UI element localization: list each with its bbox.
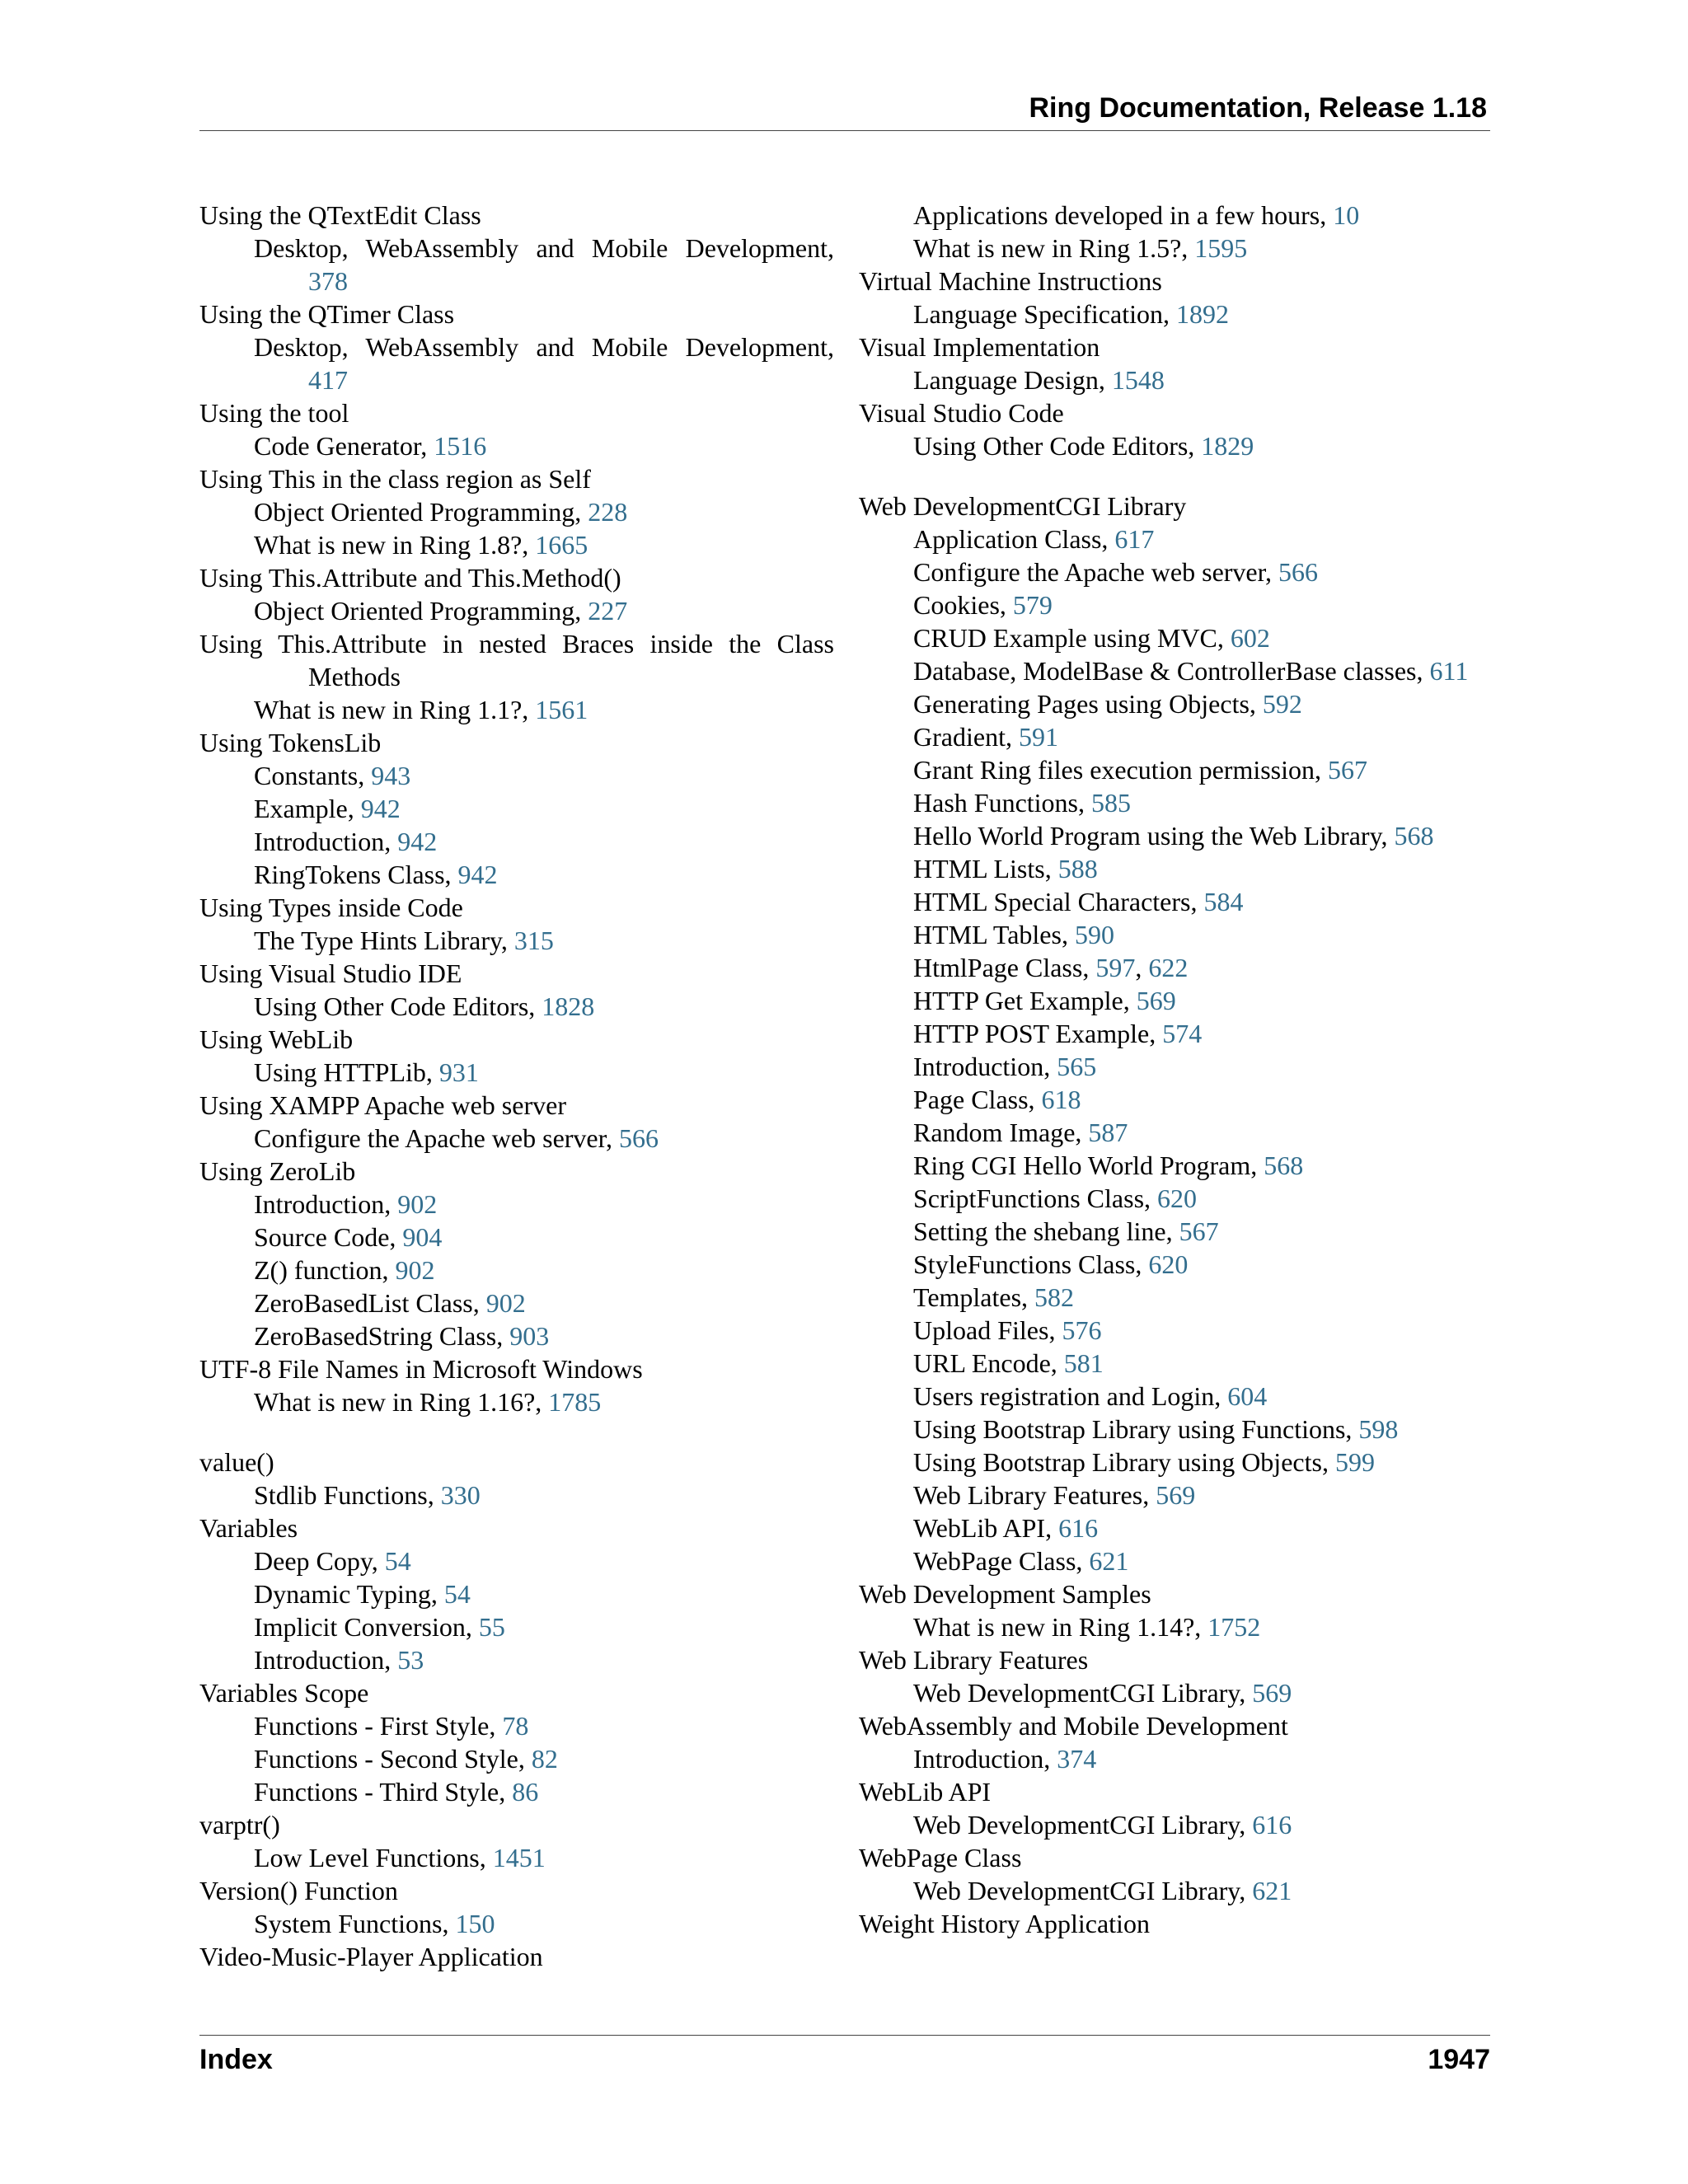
index-term: Web Development Samples <box>859 1579 1151 1609</box>
page-link[interactable]: 228 <box>588 497 628 527</box>
index-subentry <box>859 1380 1502 1413</box>
index-entry <box>199 396 834 462</box>
subentry-text: Application Class, <box>913 524 1115 554</box>
index-subentry <box>859 786 1502 819</box>
running-header-title: Ring Documentation, Release 1.18 <box>1029 92 1487 124</box>
index-subentry <box>859 523 1502 555</box>
index-subentry: Introduction, 942 <box>254 827 438 856</box>
page-link[interactable]: 53 <box>397 1645 424 1675</box>
index-subentry <box>859 1083 1502 1116</box>
index-term: Using WebLib <box>199 1024 354 1054</box>
index-entry <box>859 1775 1502 1841</box>
index-subentry: Introduction, 374 <box>913 1744 1097 1774</box>
index-subentry <box>199 232 834 265</box>
page-link[interactable]: 621 <box>1089 1546 1129 1576</box>
subentry-text: Introduction, <box>913 1052 1057 1081</box>
page-link[interactable]: 55 <box>478 1612 505 1642</box>
page-link[interactable]: 10 <box>1333 200 1360 230</box>
page-link[interactable]: 931 <box>438 1057 479 1087</box>
index-subentry <box>859 1479 1502 1511</box>
page-link[interactable]: 82 <box>531 1744 558 1774</box>
index-entry <box>859 1577 1502 1643</box>
subentry-text: Upload Files, <box>913 1315 1062 1345</box>
index-entry <box>199 1676 834 1808</box>
index-subentry <box>859 1248 1502 1281</box>
index-subentry: What is new in Ring 1.1?, 1561 <box>254 695 588 724</box>
subentry-text: HtmlPage Class, <box>913 953 1096 982</box>
index-subentry: Stdlib Functions, 330 <box>254 1480 481 1510</box>
index-subentry: Dynamic Typing, 54 <box>254 1579 471 1609</box>
index-term: Weight History Application <box>859 1909 1150 1938</box>
subentry-text: WebPage Class, <box>913 1546 1090 1576</box>
subentry-text: Ring CGI Hello World Program, <box>913 1151 1264 1180</box>
index-subentry: Applications developed in a few hours, 10 <box>913 200 1360 230</box>
index-subentry: What is new in Ring 1.8?, 1665 <box>254 530 588 560</box>
index-subentry: The Type Hints Library, 315 <box>254 926 554 955</box>
page-link[interactable]: 618 <box>1041 1085 1081 1114</box>
page-link[interactable]: 587 <box>1088 1118 1128 1147</box>
index-subentry <box>859 621 1502 654</box>
letter-group-gap <box>199 1418 834 1446</box>
index-subentry: Introduction, 902 <box>254 1189 438 1219</box>
index-subentry <box>859 1446 1502 1479</box>
index-term: Using This in the class region as Self <box>199 464 591 494</box>
page-link[interactable]: 54 <box>443 1579 471 1609</box>
index-subentry <box>859 753 1502 786</box>
subentry-text: Configure the Apache web server, <box>913 557 1278 587</box>
index-column-right <box>859 199 1502 1940</box>
page-link[interactable]: 597 <box>1095 953 1136 982</box>
index-subentry <box>859 1314 1502 1347</box>
index-subentry: Introduction, 53 <box>254 1645 424 1675</box>
index-subentry <box>859 1017 1502 1050</box>
page-link[interactable]: 581 <box>1063 1348 1104 1378</box>
subentry-text: Desktop, WebAssembly and Mobile Development, <box>254 332 834 362</box>
index-entry <box>199 1511 834 1676</box>
subentry-text: Users registration and Login, <box>913 1381 1228 1411</box>
page-link[interactable]: 602 <box>1230 623 1270 653</box>
page-link[interactable]: 567 <box>1179 1216 1219 1246</box>
index-term: Using Visual Studio IDE <box>199 958 462 988</box>
page-link[interactable]: 599 <box>1334 1447 1375 1477</box>
index-subentry <box>859 1281 1502 1314</box>
page-link[interactable]: 1561 <box>535 695 588 724</box>
page-link[interactable]: 942 <box>397 827 438 856</box>
subentry-text: StyleFunctions Class, <box>913 1249 1149 1279</box>
index-term: Using Types inside Code <box>199 893 463 922</box>
index-entry <box>199 726 834 891</box>
page-link[interactable]: 78 <box>502 1711 529 1741</box>
index-term: Version() Function <box>199 1876 398 1905</box>
index-subentry <box>859 1050 1502 1083</box>
page-link[interactable]: 942 <box>457 860 498 889</box>
index-subentry <box>859 984 1502 1017</box>
subentry-text: Cookies, <box>913 590 1013 620</box>
subentry-text: HTTP POST Example, <box>913 1019 1163 1048</box>
index-term: varptr() <box>199 1810 280 1840</box>
index-subentry <box>859 555 1502 588</box>
page-link[interactable]: 378 <box>308 266 348 296</box>
subentry-text: ScriptFunctions Class, <box>913 1183 1158 1213</box>
page-link[interactable]: 611 <box>1429 656 1469 686</box>
index-subentry: Code Generator, 1516 <box>254 431 487 461</box>
subentry-text: Page Class, <box>913 1085 1042 1114</box>
index-subentry <box>859 951 1502 984</box>
index-entry <box>199 561 834 627</box>
index-term: Variables <box>199 1513 298 1543</box>
index-subentry <box>859 918 1502 951</box>
index-entry <box>199 298 834 396</box>
index-subentry <box>859 1413 1502 1446</box>
index-term: Web Library Features <box>859 1645 1089 1675</box>
subentry-text: HTTP Get Example, <box>913 986 1137 1015</box>
footer-rule <box>199 2035 1490 2036</box>
index-term: Virtual Machine Instructions <box>859 266 1162 296</box>
index-subentry: Constants, 943 <box>254 761 411 790</box>
index-term: Visual Implementation <box>859 332 1100 362</box>
index-entry <box>199 1352 834 1418</box>
index-term: WebAssembly and Mobile Development <box>859 1711 1288 1741</box>
subentry-text: Templates, <box>913 1282 1035 1312</box>
subentry-text: CRUD Example using MVC, <box>913 623 1231 653</box>
index-entry <box>859 265 1502 330</box>
subentry-text: Web Library Features, <box>913 1480 1156 1510</box>
index-column-left <box>199 199 834 1973</box>
page-link[interactable]: 150 <box>455 1909 495 1938</box>
page-link[interactable]: 315 <box>513 926 554 955</box>
subentry-text: Grant Ring files execution permission, <box>913 755 1329 785</box>
page-link[interactable]: 904 <box>402 1222 443 1252</box>
index-subentry <box>859 588 1502 621</box>
page-separator: , <box>1135 953 1149 982</box>
page-link[interactable]: 574 <box>1162 1019 1203 1048</box>
page-link[interactable]: 584 <box>1203 887 1244 916</box>
page-link[interactable]: 566 <box>619 1123 659 1153</box>
index-subentry: Using HTTPLib, 931 <box>254 1057 479 1087</box>
page-link[interactable]: 591 <box>1018 722 1058 752</box>
subentry-text: WebLib API, <box>913 1513 1059 1543</box>
index-entry <box>199 1155 834 1352</box>
index-subentry <box>859 687 1502 720</box>
index-entry <box>859 1709 1502 1775</box>
subentry-text: Using Bootstrap Library using Objects, <box>913 1447 1335 1477</box>
index-subentry: Web DevelopmentCGI Library, 569 <box>913 1678 1292 1708</box>
index-subentry: Functions - First Style, 78 <box>254 1711 529 1741</box>
page-link[interactable]: 903 <box>509 1321 550 1351</box>
index-subentry: Using Other Code Editors, 1829 <box>913 431 1254 461</box>
index-entry <box>199 462 834 561</box>
index-subentry <box>859 1215 1502 1248</box>
index-term: Using ZeroLib <box>199 1156 356 1186</box>
index-subentry: Deep Copy, 54 <box>254 1546 411 1576</box>
page-link[interactable]: 569 <box>1156 1480 1196 1510</box>
index-term: UTF-8 File Names in Microsoft Windows <box>199 1354 643 1384</box>
index-term: Video-Music-Player Application <box>199 1942 543 1971</box>
page-link[interactable]: 566 <box>1278 557 1318 587</box>
index-entry <box>859 330 1502 396</box>
index-subentry <box>859 819 1502 852</box>
page-link[interactable]: 942 <box>360 794 401 823</box>
index-subentry-list <box>859 523 1502 1577</box>
page-link[interactable]: 620 <box>1148 1249 1189 1279</box>
index-subentry: Web DevelopmentCGI Library, 616 <box>913 1810 1292 1840</box>
subentry-text: Using Bootstrap Library using Functions, <box>913 1414 1359 1444</box>
page-link[interactable]: 604 <box>1227 1381 1268 1411</box>
page-link[interactable]: 1828 <box>542 991 595 1021</box>
index-subentry: Z() function, 902 <box>254 1255 435 1285</box>
index-subentry <box>859 1116 1502 1149</box>
index-term: Using This.Attribute and This.Method() <box>199 563 621 593</box>
page-link[interactable]: 1451 <box>492 1843 546 1872</box>
index-subentry: Functions - Third Style, 86 <box>254 1777 539 1807</box>
index-subentry <box>859 1182 1502 1215</box>
index-entry <box>199 199 834 298</box>
header-rule <box>199 130 1490 131</box>
page-link[interactable]: 616 <box>1252 1810 1292 1840</box>
page-link[interactable]: 622 <box>1148 953 1189 982</box>
page-link[interactable]: 86 <box>512 1777 539 1807</box>
index-subentry: RingTokens Class, 942 <box>254 860 498 889</box>
page-link[interactable]: 588 <box>1057 854 1098 883</box>
page-link[interactable]: 582 <box>1034 1282 1075 1312</box>
index-entry <box>199 627 834 726</box>
index-subentry: ZeroBasedString Class, 903 <box>254 1321 550 1351</box>
page-link[interactable]: 902 <box>395 1255 435 1285</box>
page-link[interactable]: 617 <box>1114 524 1155 554</box>
page-link[interactable]: 1516 <box>434 431 487 461</box>
index-term: value() <box>199 1447 274 1477</box>
index-entry <box>199 1808 834 1874</box>
index-subentry: Low Level Functions, 1451 <box>254 1843 546 1872</box>
index-subentry: Implicit Conversion, 55 <box>254 1612 505 1642</box>
index-subentry: Example, 942 <box>254 794 401 823</box>
page-link[interactable]: 621 <box>1252 1876 1292 1905</box>
subentry-text: Hash Functions, <box>913 788 1091 818</box>
subentry-text: URL Encode, <box>913 1348 1064 1378</box>
index-term: Using This.Attribute in nested Braces inside the Class <box>199 629 834 658</box>
page-link[interactable]: 585 <box>1091 788 1131 818</box>
page-link[interactable]: 569 <box>1252 1678 1292 1708</box>
index-entry <box>199 1940 834 1973</box>
index-subentry: Language Specification, 1892 <box>913 299 1229 329</box>
index-entry <box>859 1841 1502 1907</box>
index-subentry: Functions - Second Style, 82 <box>254 1744 558 1774</box>
page-link[interactable]: 1548 <box>1111 365 1165 395</box>
page-link[interactable]: 1752 <box>1207 1612 1261 1642</box>
index-term: Using the QTextEdit Class <box>199 200 481 230</box>
page-link[interactable]: 590 <box>1074 920 1114 949</box>
page-link[interactable]: 1829 <box>1201 431 1254 461</box>
index-subentry: System Functions, 150 <box>254 1909 495 1938</box>
index-subentry <box>859 720 1502 753</box>
subentry-text: HTML Special Characters, <box>913 887 1204 916</box>
index-entry <box>859 396 1502 462</box>
index-entry <box>859 490 1502 1577</box>
index-subentry <box>199 330 834 363</box>
index-entry <box>199 1874 834 1940</box>
index-entry <box>199 1023 834 1089</box>
index-subentry <box>859 1511 1502 1544</box>
subentry-text: HTML Tables, <box>913 920 1075 949</box>
index-subentry: What is new in Ring 1.14?, 1752 <box>913 1612 1261 1642</box>
page-link[interactable]: 374 <box>1057 1744 1097 1774</box>
subentry-text: Setting the shebang line, <box>913 1216 1179 1246</box>
page-link[interactable]: 330 <box>440 1480 481 1510</box>
footer-page-number: 1947 <box>1428 2044 1490 2075</box>
index-subentry <box>859 654 1502 687</box>
page-link[interactable]: 616 <box>1058 1513 1099 1543</box>
index-entry <box>199 891 834 957</box>
index-entry <box>199 1089 834 1155</box>
index-term: WebPage Class <box>859 1843 1022 1872</box>
page-link[interactable]: 227 <box>588 596 628 626</box>
subentry-text: Database, ModelBase & ControllerBase classes, <box>913 656 1430 686</box>
index-subentry: Object Oriented Programming, 228 <box>254 497 628 527</box>
index-entry <box>199 1446 834 1511</box>
subentry-text: HTML Lists, <box>913 854 1058 883</box>
index-subentry: What is new in Ring 1.16?, 1785 <box>254 1387 602 1417</box>
index-term: Using the QTimer Class <box>199 299 455 329</box>
page-link[interactable]: 1892 <box>1175 299 1229 329</box>
page-link[interactable]: 902 <box>397 1189 438 1219</box>
page-link[interactable]: 1785 <box>548 1387 602 1417</box>
page-link[interactable]: 1595 <box>1194 233 1248 263</box>
index-term: Web DevelopmentCGI Library <box>859 491 1187 521</box>
page-link[interactable]: 568 <box>1264 1151 1304 1180</box>
subentry-text: Generating Pages using Objects, <box>913 689 1263 719</box>
index-term: Using TokensLib <box>199 728 382 757</box>
index-subentry: Object Oriented Programming, 227 <box>254 596 628 626</box>
page-link[interactable]: 417 <box>308 365 348 395</box>
index-term: Using the tool <box>199 398 349 428</box>
index-subentry <box>859 1544 1502 1577</box>
index-subentry: What is new in Ring 1.5?, 1595 <box>913 233 1248 263</box>
subentry-text: Desktop, WebAssembly and Mobile Development, <box>254 233 834 263</box>
page-link[interactable]: 54 <box>384 1546 411 1576</box>
page-link[interactable]: 565 <box>1057 1052 1097 1081</box>
index-entry <box>199 957 834 1023</box>
footer-section-label: Index <box>199 2044 273 2075</box>
index-term: Visual Studio Code <box>859 398 1064 428</box>
subentry-text: Random Image, <box>913 1118 1089 1147</box>
subentry-text: Gradient, <box>913 722 1019 752</box>
index-subentry <box>859 1149 1502 1182</box>
index-subentry: Language Design, 1548 <box>913 365 1165 395</box>
page-link[interactable]: 568 <box>1394 821 1434 851</box>
page-link[interactable]: 576 <box>1062 1315 1102 1345</box>
index-term: Variables Scope <box>199 1678 369 1708</box>
page-link[interactable]: 1665 <box>535 530 588 560</box>
page-link[interactable]: 579 <box>1012 590 1053 620</box>
index-subentry: Web DevelopmentCGI Library, 621 <box>913 1876 1292 1905</box>
page-link[interactable]: 943 <box>371 761 411 790</box>
subentry-text: Hello World Program using the Web Library, <box>913 821 1395 851</box>
page-link[interactable]: 620 <box>1157 1183 1198 1213</box>
index-entry-continued <box>859 199 1502 265</box>
index-subentry <box>859 885 1502 918</box>
page-link[interactable]: 567 <box>1328 755 1368 785</box>
page-link[interactable]: 592 <box>1262 689 1302 719</box>
index-subentry <box>859 1347 1502 1380</box>
page-link[interactable]: 598 <box>1358 1414 1399 1444</box>
index-subentry: Source Code, 904 <box>254 1222 443 1252</box>
index-entry <box>859 1643 1502 1709</box>
index-term-continuation: Methods <box>308 662 401 691</box>
index-subentry: ZeroBasedList Class, 902 <box>254 1288 526 1318</box>
index-term: Using XAMPP Apache web server <box>199 1090 566 1120</box>
index-term: WebLib API <box>859 1777 992 1807</box>
letter-group-gap <box>859 462 1502 490</box>
index-entry <box>859 1907 1502 1940</box>
index-subentry: Using Other Code Editors, 1828 <box>254 991 595 1021</box>
page-link[interactable]: 569 <box>1136 986 1176 1015</box>
page-link[interactable]: 902 <box>485 1288 526 1318</box>
index-subentry: Configure the Apache web server, 566 <box>254 1123 659 1153</box>
index-subentry <box>859 852 1502 885</box>
